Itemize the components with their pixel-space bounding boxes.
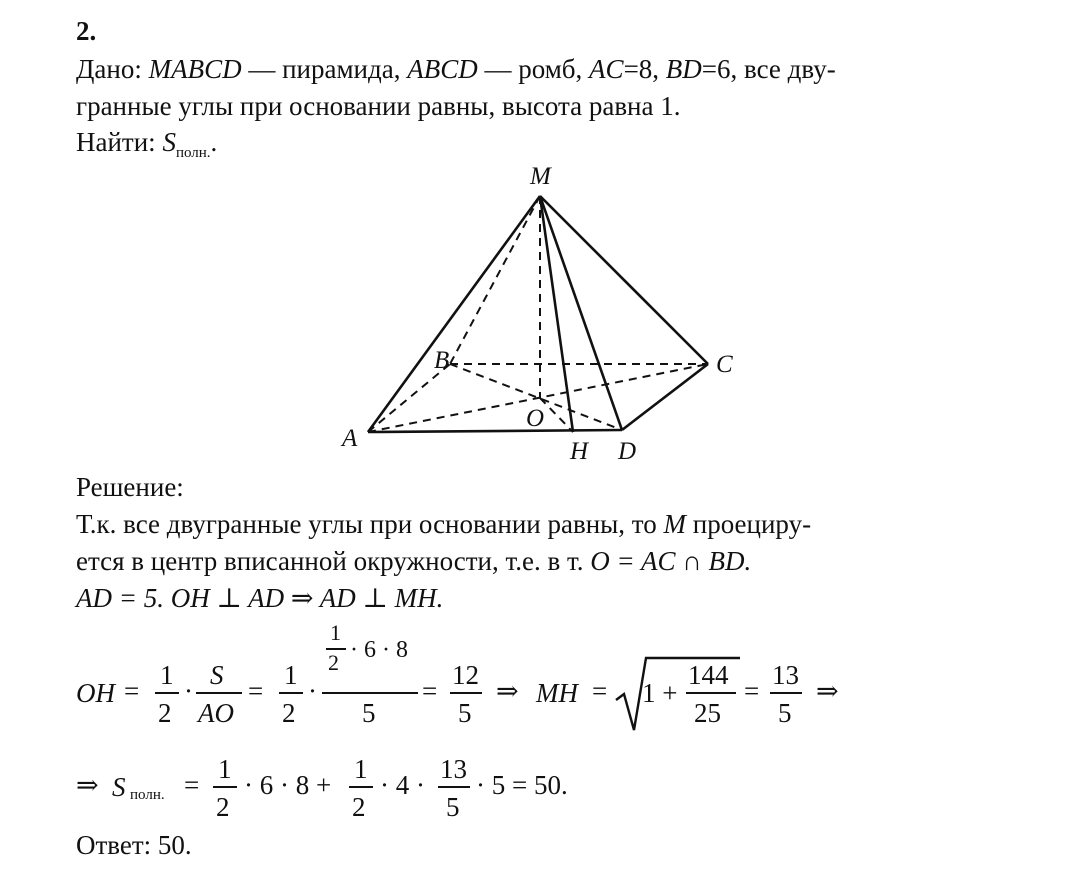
f1-half-num: 1 <box>160 660 174 690</box>
solution-line-1-text: Т.к. все двугранные углы при основании равны, то <box>76 509 657 539</box>
f2-eq: = <box>184 770 200 800</box>
given-line-2: гранные углы при основании равны, высота равна 1. <box>76 91 681 121</box>
f2-half2-num: 1 <box>354 754 368 784</box>
solution-line-1-end: проециру- <box>692 509 812 539</box>
f2-half2-bar <box>349 786 373 788</box>
f1-twelve: 12 <box>452 660 479 690</box>
f1-inner-half-den: 2 <box>328 650 339 675</box>
f1-dot1: · <box>184 676 193 706</box>
f1-half-bar <box>155 692 179 694</box>
solution-line-2-text: ется в центр вписанной окружности, т.е. в т. <box>76 546 584 576</box>
problem-number: 2. <box>76 16 97 46</box>
label-C: C <box>716 351 733 378</box>
f1-inner-half-num: 1 <box>330 620 341 645</box>
pyramid-diagram <box>300 160 780 470</box>
f2-implies: ⇒ <box>76 770 99 800</box>
f1-eq1: = <box>124 676 140 706</box>
f1-twelve-bar <box>450 692 482 694</box>
f1-one-plus: 1 + <box>642 678 678 708</box>
f1-eq5: = <box>744 676 760 706</box>
rhombus-name: ABCD <box>407 54 478 84</box>
solution-line-3: AD = 5. OH ⊥ AD ⇒ AD ⊥ MH. <box>76 583 444 613</box>
given-line-1 <box>76 56 836 83</box>
find-s: S <box>162 127 176 157</box>
label-A: A <box>342 425 358 452</box>
ac-value: =8, <box>623 54 660 84</box>
f1-implies2: ⇒ <box>816 676 839 706</box>
f1-eq2: = <box>248 676 264 706</box>
f1-13-bar <box>770 692 802 694</box>
bd-value: =6, все дву- <box>701 54 836 84</box>
label-M: M <box>530 163 551 190</box>
solution-line-2 <box>76 548 751 575</box>
f1-144: 144 <box>688 660 729 690</box>
pyramid-name: MABCD <box>148 54 242 84</box>
edge-DC <box>622 364 708 430</box>
f1-half2-num: 1 <box>284 660 298 690</box>
find-line <box>76 129 217 161</box>
bd-label: BD <box>665 54 702 84</box>
find-sub: полн. <box>175 145 211 161</box>
f1-inner-num: · 6 · 8 <box>350 637 408 663</box>
solution-line-1 <box>76 511 811 538</box>
f2-part2: · 4 · <box>380 770 425 800</box>
f2-13: 13 <box>440 754 467 784</box>
ac-label: AC <box>589 54 624 84</box>
f1-five2: 5 <box>458 698 472 728</box>
f1-13: 13 <box>772 660 799 690</box>
given-dash1: — пирамида, <box>248 54 401 84</box>
f1-144-bar <box>686 692 736 694</box>
edge-MB <box>450 196 540 364</box>
solution-line-1-m: M <box>663 509 687 539</box>
find-label: Найти: <box>76 127 156 157</box>
f1-half-den: 2 <box>158 698 172 728</box>
label-O: O <box>526 405 545 432</box>
solution-line-2-math: O = AC ∩ BD. <box>590 546 752 576</box>
f2-s: S <box>112 772 126 802</box>
f2-part3: · 5 = 50. <box>476 770 568 800</box>
f2-part1: · 6 · 8 + <box>244 770 332 800</box>
label-B: B <box>434 347 450 374</box>
f1-s-bar <box>196 692 242 694</box>
f2-half1-bar <box>213 786 237 788</box>
f2-sub: полн. <box>130 787 165 803</box>
f1-25: 25 <box>694 698 721 728</box>
f2-13-bar <box>438 786 470 788</box>
find-dot: . <box>210 127 218 157</box>
f1-s: S <box>210 660 224 690</box>
f1-implies: ⇒ <box>496 676 519 706</box>
label-D: D <box>618 438 637 465</box>
solution-heading: Решение: <box>76 472 184 502</box>
segment-MH <box>540 196 573 432</box>
f1-ao: AO <box>198 698 234 728</box>
f2-half2-den: 2 <box>352 792 366 822</box>
f1-mh: MH <box>536 678 578 708</box>
edge-MA <box>368 196 540 432</box>
f1-eq4: = <box>592 676 608 706</box>
f2-half1-den: 2 <box>216 792 230 822</box>
label-H: H <box>570 438 589 465</box>
f2-five: 5 <box>446 792 460 822</box>
given-label: Дано: <box>76 54 142 84</box>
f1-five3: 5 <box>778 698 792 728</box>
edge-AD <box>368 430 622 432</box>
f1-eq3: = <box>422 676 438 706</box>
f1-oh: OH <box>76 678 115 708</box>
f2-half1-num: 1 <box>218 754 232 784</box>
f1-half2-den: 2 <box>282 698 296 728</box>
f1-big-bar <box>322 692 418 694</box>
f1-dot2: · <box>308 676 317 706</box>
given-dash2: — ромб, <box>484 54 583 84</box>
answer: Ответ: 50. <box>76 830 192 860</box>
f1-half2-bar <box>279 692 303 694</box>
f1-five: 5 <box>362 698 376 728</box>
edge-MC <box>540 196 708 364</box>
